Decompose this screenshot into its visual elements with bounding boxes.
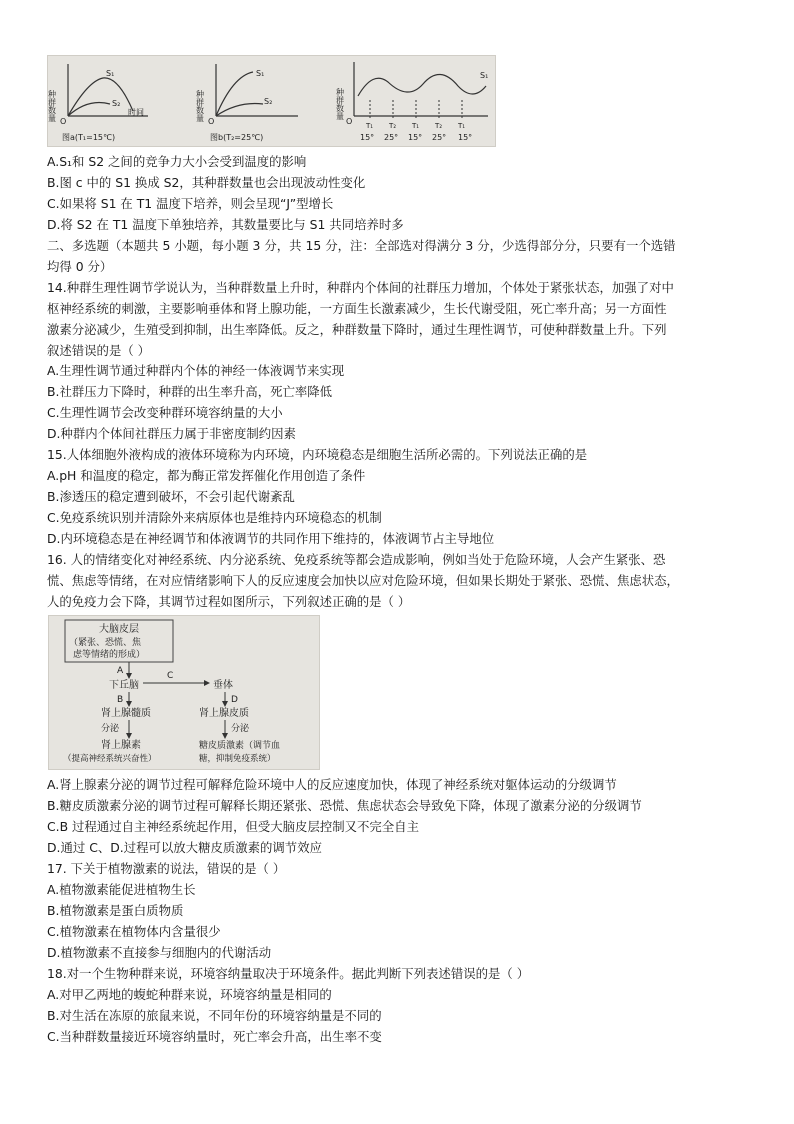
q17-option-d: D.植物激素不直接参与细胞内的代谢活动 (47, 945, 272, 960)
q14-stem: 14.种群生理性调节学说认为，当种群数量上升时，种群内个体间的社群压力增加，个体处于紧张状态，加强了对中 (47, 280, 674, 295)
cortisol-note: 糖，抑制免疫系统） (199, 754, 276, 764)
adrenaline-label: 肾上腺素 (101, 740, 141, 751)
cortex-sub: （紧张、恐慌、焦 (69, 638, 142, 648)
secrete-right-label: 分泌 (231, 724, 250, 734)
q14-option-c: C.生理性调节会改变种群环境容纳量的大小 (47, 405, 283, 420)
panel-c-tick: T₂ (435, 122, 443, 130)
hypothalamus-label: 下丘脑 (109, 680, 139, 691)
panel-a-origin: O (60, 117, 67, 126)
arrow-c-label: C (167, 671, 174, 681)
panel-b-origin: O (208, 117, 215, 126)
panel-c-temp: 15° (408, 133, 423, 142)
q15-option-d: D.内环境稳态是在神经调节和体液调节的共同作用下维持的，体液调节占主导地位 (47, 531, 495, 546)
q17-option-a: A.植物激素能促进植物生长 (47, 882, 196, 897)
q13-option-b: B.图 c 中的 S1 换成 S2，其种群数量也会出现波动性变化 (47, 175, 366, 190)
population-graphs-figure (47, 55, 496, 147)
cortisol-label: 糖皮质激素（调节血 (199, 741, 281, 751)
section2-heading: 二、多选题（本题共 5 小题，每小题 3 分，共 15 分，注：全部选对得满分 3 分，少选得部分分，只要有一个选错 (47, 238, 676, 253)
adrenal-cortex-label: 肾上腺皮质 (199, 708, 249, 719)
q18-stem: 18.对一个生物种群来说，环境容纳量取决于环境条件。据此判断下列表述错误的是（ ） (47, 966, 530, 981)
graph-panel-c (336, 62, 489, 142)
panel-c-temp: 25° (432, 133, 447, 142)
q16-stem: 人的免疫力会下降，其调节过程如图所示，下列叙述正确的是（ ） (47, 594, 411, 609)
panel-c-tick: T₁ (366, 122, 374, 130)
panel-c-origin: O (346, 117, 353, 126)
q17-option-c: C.植物激素在植物体内含量很少 (47, 924, 221, 939)
panel-c-tick: T₂ (389, 122, 397, 130)
q14-option-d: D.种群内个体间社群压力属于非密度制约因素 (47, 426, 296, 441)
panel-c-temp: 25° (384, 133, 399, 142)
panel-c-temp: 15° (360, 133, 375, 142)
panel-c-s1: S₁ (480, 71, 489, 80)
q13-option-c: C.如果将 S1 在 T1 温度下培养，则会呈现“J”型增长 (47, 196, 334, 211)
arrow-b-label: B (117, 695, 124, 705)
regulation-diagram (48, 615, 320, 770)
q16-option-a: A.肾上腺素分泌的调节过程可解释危险环境中人的反应速度加快，体现了神经系统对躯体运动的分级调节 (47, 777, 617, 792)
q18-option-b: B.对生活在冻原的旅鼠来说，不同年份的环境容纳量是不同的 (47, 1008, 382, 1023)
pituitary-label: 垂体 (213, 680, 233, 691)
graph-panel-a (48, 64, 148, 142)
q18-option-c: C.当种群数量接近环境容纳量时，死亡率会升高，出生率不变 (47, 1029, 382, 1044)
q14-stem: 枢神经系统的刺激，主要影响垂体和肾上腺功能，一方面生长激素减少，生长代谢受阻，死亡率升高；另一方面性 (47, 301, 667, 316)
panel-a-s2: S₂ (112, 99, 121, 108)
panel-a-s1: S₁ (106, 69, 115, 78)
q17-stem: 17. 下关于植物激素的说法，错误的是（ ） (47, 861, 286, 876)
arrow-a-label: A (117, 666, 124, 676)
q16-option-c: C.B 过程通过自主神经系统起作用，但受大脑皮层控制又不完全自主 (47, 819, 419, 834)
panel-b-caption: 图b(T₂=25℃) (210, 133, 264, 142)
panel-b-s2: S₂ (264, 97, 273, 106)
q18-option-a: A.对甲乙两地的蝮蛇种群来说，环境容纳量是相同的 (47, 987, 332, 1002)
panel-b-s1: S₁ (256, 69, 265, 78)
q16-stem: 慌、焦虑等情绪，在对应情绪影响下人的反应速度会加快以应对危险环境，但如果长期处于紧张、恐慌、焦虑状态， (47, 573, 679, 588)
q14-option-a: A.生理性调节通过种群内个体的神经一体液调节来实现 (47, 363, 345, 378)
q14-stem: 叙述错误的是（ ） (47, 343, 151, 358)
q13-option-a: A.S₁和 S2 之间的竞争力大小会受到温度的影响 (47, 154, 307, 169)
panel-a-caption: 图a(T₁=15℃) (62, 133, 116, 142)
q15-option-b: B.渗透压的稳定遭到破坏，不会引起代谢紊乱 (47, 489, 295, 504)
panel-a-y-label: 种群数量 (48, 90, 57, 122)
arrow-d-label: D (231, 695, 238, 705)
q16-option-d: D.通过 C、D.过程可以放大糖皮质激素的调节效应 (47, 840, 322, 855)
q16-stem: 16. 人的情绪变化对神经系统、内分泌系统、免疫系统等都会造成影响，例如当处于危险环境，人会产生紧张、恐 (47, 552, 666, 567)
section2-heading-cont: 均得 0 分） (47, 259, 113, 274)
q14-stem: 激素分泌减少，生殖受到抑制，出生率降低。反之，种群数量下降时，通过生理性调节，可使种群数量上升。下列 (47, 322, 667, 337)
adrenal-medulla-label: 肾上腺髓质 (101, 708, 151, 719)
cortex-sub: 虑等情绪的形成） (73, 650, 146, 660)
adrenaline-note: （提高神经系统兴奋性） (63, 754, 157, 764)
q16-option-b: B.糖皮质激素分泌的调节过程可解释长期还紧张、恐慌、焦虑状态会导致免下降，体现了激素分泌的分级调节 (47, 798, 642, 813)
q15-stem: 15.人体细胞外液构成的液体环境称为内环境，内环境稳态是细胞生活所必需的。下列说法正确的是 (47, 447, 588, 462)
q15-option-c: C.免疫系统识别并清除外来病原体也是维持内环境稳态的机制 (47, 510, 382, 525)
panel-c-y-label: 种群数量 (335, 88, 345, 120)
q13-option-d: D.将 S2 在 T1 温度下单独培养，其数量要比与 S1 共同培养时多 (47, 217, 404, 232)
panel-c-tick: T₁ (458, 122, 466, 130)
cortex-title: 大脑皮层 (99, 624, 139, 635)
q14-option-b: B.社群压力下降时，种群的出生率升高，死亡率降低 (47, 384, 333, 399)
panel-a-x-label: 时间 (128, 108, 144, 117)
panel-b-y-label: 种群数量 (195, 90, 205, 122)
panel-c-tick: T₁ (412, 122, 420, 130)
secrete-left-label: 分泌 (101, 724, 120, 734)
q17-option-b: B.植物激素是蛋白质物质 (47, 903, 184, 918)
panel-c-temp: 15° (458, 133, 473, 142)
graph-panel-b (196, 64, 299, 142)
q15-option-a: A.pH 和温度的稳定，都为酶正常发挥催化作用创造了条件 (47, 468, 366, 483)
